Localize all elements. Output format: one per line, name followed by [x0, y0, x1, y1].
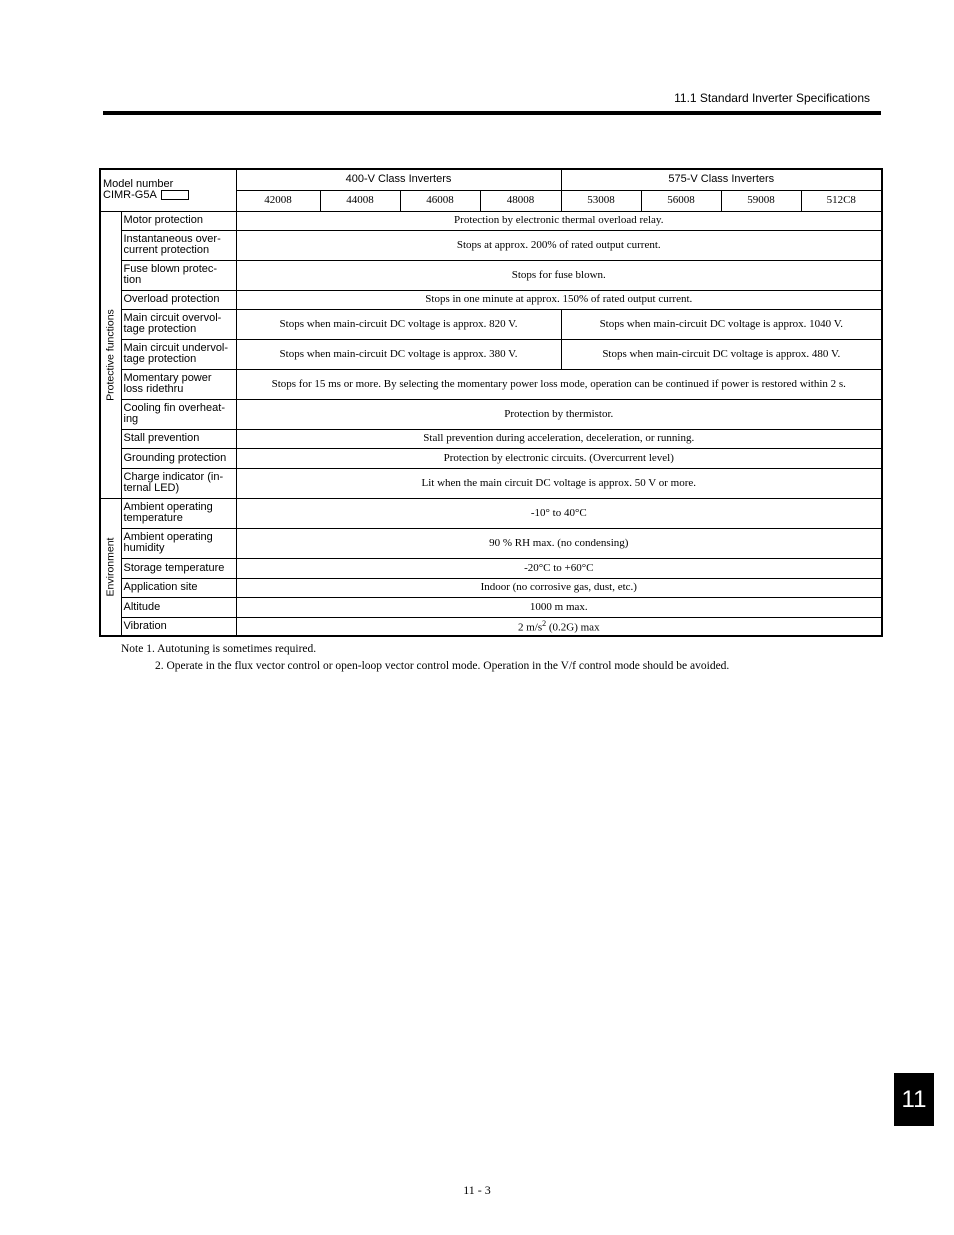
- table-row: [100, 617, 882, 636]
- row-value: 1000 m max.: [236, 597, 882, 617]
- model-suffix-box: [161, 190, 189, 200]
- row-label: Fuse blown protec-tion: [121, 260, 236, 290]
- row-label: Application site: [121, 578, 236, 597]
- row-label: Ambient operating humidity: [121, 528, 236, 558]
- table-row: [100, 230, 882, 260]
- row-value: Stops for fuse blown.: [236, 260, 882, 290]
- model-cell: 53008: [561, 190, 641, 211]
- header-rule: [103, 111, 881, 115]
- row-value: Indoor (no corrosive gas, dust, etc.): [236, 578, 882, 597]
- row-label: Altitude: [121, 597, 236, 617]
- model-cell: 44008: [320, 190, 400, 211]
- protective-group-label: Protective functions: [104, 308, 117, 401]
- table-row: [100, 290, 882, 309]
- model-cell: 42008: [236, 190, 320, 211]
- chapter-tab: 11: [894, 1073, 934, 1126]
- row-value-400: Stops when main-circuit DC voltage is approx. 820 V.: [236, 309, 561, 339]
- row-label: Vibration: [121, 617, 236, 636]
- table-row: [100, 429, 882, 448]
- table-row: [100, 498, 882, 528]
- row-value: Stops at approx. 200% of rated output current.: [236, 230, 882, 260]
- row-value: Lit when the main circuit DC voltage is approx. 50 V or more.: [236, 468, 882, 498]
- model-cell: 59008: [721, 190, 801, 211]
- row-label: Instantaneous over-current protection: [121, 230, 236, 260]
- row-label: Overload protection: [121, 290, 236, 309]
- note-2: 2. Operate in the flux vector control or open-loop vector control mode. Operation in the V/f control mode should be avoided.: [155, 660, 730, 672]
- row-value: Protection by electronic thermal overload relay.: [236, 211, 882, 230]
- row-label: Charge indicator (in-ternal LED): [121, 468, 236, 498]
- row-label: Cooling fin overheat-ing: [121, 399, 236, 429]
- model-number-label: Model number: [103, 178, 174, 191]
- row-label: Stall prevention: [121, 429, 236, 448]
- table-row: [100, 597, 882, 617]
- model-cell: 48008: [480, 190, 561, 211]
- row-label: Main circuit undervol-tage protection: [121, 339, 236, 369]
- environment-group-label: Environment: [104, 537, 117, 597]
- row-value: Stops in one minute at approx. 150% of rated output current.: [236, 290, 882, 309]
- spec-table: [99, 168, 883, 637]
- vibration-value-sup: 2: [542, 619, 547, 629]
- row-value: [236, 617, 882, 636]
- row-label: Storage temperature: [121, 558, 236, 578]
- model-cell: 56008: [641, 190, 721, 211]
- environment-group-cell: [100, 498, 121, 636]
- table-row: [100, 369, 882, 399]
- table-row: [100, 578, 882, 597]
- row-label: Motor protection: [121, 211, 236, 230]
- table-row: [100, 399, 882, 429]
- page-number: 11 - 3: [463, 1183, 491, 1197]
- row-value-575: Stops when main-circuit DC voltage is approx. 480 V.: [561, 339, 882, 369]
- row-label: Grounding protection: [121, 448, 236, 468]
- row-value: Stall prevention during acceleration, deceleration, or running.: [236, 429, 882, 448]
- vibration-value-post: (0.2G) max: [546, 622, 600, 635]
- table-header-row: [100, 169, 882, 190]
- table-row: [100, 528, 882, 558]
- note-1: Note 1. Autotuning is sometimes required.: [121, 643, 317, 655]
- table-row: [100, 558, 882, 578]
- row-value: Protection by thermistor.: [236, 399, 882, 429]
- row-value: Protection by electronic circuits. (Overcurrent level): [236, 448, 882, 468]
- model-number-cell: [100, 169, 236, 211]
- table-row: [100, 309, 882, 339]
- table-row: [100, 468, 882, 498]
- row-value-400: Stops when main-circuit DC voltage is approx. 380 V.: [236, 339, 561, 369]
- row-value: Stops for 15 ms or more. By selecting the momentary power loss mode, operation can be continued if power is restored within 2 s.: [236, 369, 882, 399]
- class-575-header: 575-V Class Inverters: [561, 169, 882, 190]
- row-value-575: Stops when main-circuit DC voltage is approx. 1040 V.: [561, 309, 882, 339]
- protective-group-cell: [100, 211, 121, 498]
- header-title: 11.1 Standard Inverter Specifications: [674, 91, 870, 105]
- row-label: Ambient operating temperature: [121, 498, 236, 528]
- row-label: Momentary power loss ridethru: [121, 369, 236, 399]
- row-label: Main circuit overvol-tage protection: [121, 309, 236, 339]
- model-cell: 46008: [400, 190, 480, 211]
- class-400-header: 400-V Class Inverters: [236, 169, 561, 190]
- table-row: [100, 211, 882, 230]
- table-row: [100, 260, 882, 290]
- table-row: [100, 339, 882, 369]
- model-code: CIMR-G5A: [103, 189, 157, 202]
- row-value: -20°C to +60°C: [236, 558, 882, 578]
- row-value: -10° to 40°C: [236, 498, 882, 528]
- model-cell: 512C8: [801, 190, 882, 211]
- vibration-value-pre: 2 m/s: [517, 622, 543, 635]
- row-value: 90 % RH max. (no condensing): [236, 528, 882, 558]
- table-row: [100, 448, 882, 468]
